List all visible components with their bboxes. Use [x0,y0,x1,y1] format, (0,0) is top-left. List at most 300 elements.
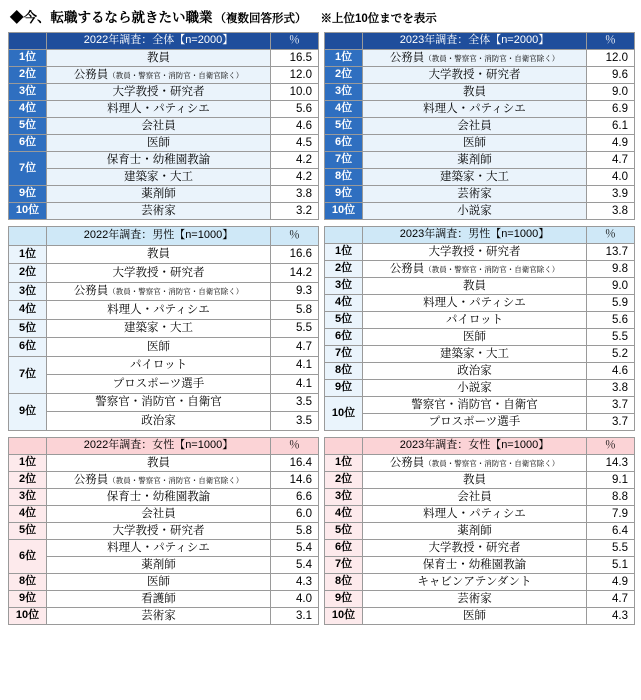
percent-cell: 12.0 [270,67,318,84]
percent-cell: 12.0 [586,50,634,67]
job-name-main: 教員 [462,85,486,98]
job-name-cell [47,557,271,574]
job-name-main: 芸術家 [457,187,492,200]
job-name-main: 公務員 [73,285,109,298]
job-name-cell [363,278,587,295]
percent-cell: 6.0 [270,506,318,523]
job-name-main: 大学教授・研究者 [112,266,205,279]
percent-cell: 4.3 [270,574,318,591]
table-row [9,540,319,557]
percent-cell: 6.4 [586,523,634,540]
table-row [9,67,319,84]
table-row [325,363,635,380]
job-name-main: 会社員 [141,119,176,132]
job-name-main: プロスポーツ選手 [428,415,521,428]
percent-cell: 3.8 [586,203,634,220]
job-name-main: 薬剤師 [141,558,176,571]
rank-cell: 1位 [9,455,47,472]
percent-cell: 3.2 [270,203,318,220]
header-rank-cell [9,438,47,455]
table-title: 2023年調査：女性【n=1000】 [363,438,587,455]
job-name-main: 建築家・大工 [439,170,509,183]
header-percent-cell: ％ [586,438,634,455]
job-name-cell [47,118,271,135]
job-name-cell [47,50,271,67]
percent-cell: 4.1 [270,375,318,394]
percent-cell: 4.6 [270,118,318,135]
job-name-cell [47,301,271,320]
table-row [9,356,319,375]
headline-subtitle: （複数回答形式） [214,13,307,25]
header-rank-cell [9,33,47,50]
job-name-main: 医師 [462,609,486,622]
rank-cell: 3位 [9,489,47,506]
table-row [9,472,319,489]
job-name-main: 保育士・幼稚園教諭 [106,153,211,166]
rank-cell: 7位 [325,346,363,363]
job-name-cell [363,506,587,523]
header-percent-cell: ％ [586,33,634,50]
percent-cell: 4.0 [270,591,318,608]
job-name-main: 会社員 [457,119,492,132]
table-title: 2023年調査：全体【n=2000】 [363,33,587,50]
job-name-main: 芸術家 [141,609,176,622]
job-name-cell [363,261,587,278]
percent-cell: 3.5 [270,412,318,431]
job-name-cell [47,135,271,152]
table-header-row [325,227,635,244]
table-title: 2022年調査：全体【n=2000】 [47,33,271,50]
rank-cell: 7位 [9,356,47,393]
job-name-main: 薬剤師 [457,524,492,537]
table-row [325,523,635,540]
table-row [325,489,635,506]
job-name-cell [47,523,271,540]
percent-cell: 16.4 [270,455,318,472]
table-row [9,203,319,220]
table-title: 2023年調査：男性【n=1000】 [363,227,587,244]
job-name-main: パイロット [129,359,188,372]
job-name-main: 会社員 [141,507,176,520]
job-name-cell [47,282,271,301]
job-name-main: 教員 [462,279,486,292]
job-name-main: 医師 [146,575,170,588]
job-name-cell [363,101,587,118]
job-name-main: 政治家 [141,414,176,427]
rank-cell: 5位 [325,118,363,135]
table-row [325,135,635,152]
rank-cell: 5位 [325,523,363,540]
percent-cell: 6.6 [270,489,318,506]
percent-cell: 16.5 [270,50,318,67]
job-name-cell [47,169,271,186]
percent-cell: 4.9 [586,574,634,591]
table-row [9,412,319,431]
job-name-cell [363,608,587,625]
job-name-cell [363,472,587,489]
job-name-main: 医師 [146,136,170,149]
percent-cell: 3.1 [270,608,318,625]
percent-cell: 9.6 [586,67,634,84]
table-row [9,574,319,591]
percent-cell: 4.7 [586,152,634,169]
rank-cell: 2位 [9,472,47,489]
percent-cell: 9.3 [270,282,318,301]
table-row [325,380,635,397]
job-name-cell [47,245,271,264]
table-row [325,540,635,557]
job-name-main: 公務員 [73,473,109,486]
percent-cell: 14.3 [586,455,634,472]
job-name-cell [363,295,587,312]
percent-cell: 9.1 [586,472,634,489]
percent-cell: 4.1 [270,356,318,375]
job-name-cell [363,152,587,169]
rank-cell: 4位 [9,301,47,320]
job-name-main: 看護師 [141,592,176,605]
job-name-cell [363,574,587,591]
table-header-row [325,438,635,455]
ranking-table-2023-female [324,437,635,625]
job-name-cell [363,67,587,84]
rank-cell: 9位 [325,380,363,397]
table-row [325,574,635,591]
job-name-main: 保育士・幼稚園教諭 [422,558,527,571]
job-name-cell [363,455,587,472]
job-name-main: 料理人・パティシエ [423,296,526,309]
job-name-cell [363,380,587,397]
job-name-cell [47,455,271,472]
rank-cell: 10位 [325,397,363,431]
percent-cell: 14.6 [270,472,318,489]
rank-cell: 3位 [9,282,47,301]
job-name-main: 教員 [146,456,170,469]
table-row [325,329,635,346]
job-name-cell [363,312,587,329]
headline-note: ※上位10位までを表示 [320,13,437,25]
percent-cell: 4.2 [270,169,318,186]
job-name-main: 薬剤師 [457,153,492,166]
rank-cell: 4位 [325,506,363,523]
percent-cell: 4.7 [586,591,634,608]
rank-cell: 3位 [9,84,47,101]
job-name-main: 建築家・大工 [439,347,509,360]
rank-cell: 2位 [9,67,47,84]
percent-cell: 3.8 [586,380,634,397]
job-name-cell [47,489,271,506]
percent-cell: 4.0 [586,169,634,186]
job-name-main: キャビンアテンダント [417,575,532,588]
percent-cell: 5.5 [270,319,318,338]
rank-cell: 9位 [325,186,363,203]
table-row [9,84,319,101]
percent-cell: 9.0 [586,278,634,295]
job-name-cell [363,135,587,152]
rank-cell: 1位 [9,245,47,264]
percent-cell: 5.4 [270,540,318,557]
job-name-main: プロスポーツ選手 [112,377,205,390]
job-name-main: 芸術家 [457,592,492,605]
job-name-main: 芸術家 [141,204,176,217]
table-row [9,101,319,118]
job-name-cell [47,186,271,203]
rank-cell: 9位 [9,393,47,430]
table-row [9,282,319,301]
table-row [9,186,319,203]
job-name-main: 建築家・大工 [123,322,193,335]
job-name-main: 大学教授・研究者 [112,85,205,98]
job-name-cell [363,489,587,506]
job-name-cell [47,356,271,375]
rank-cell: 6位 [9,135,47,152]
rank-cell: 8位 [325,169,363,186]
percent-cell: 8.8 [586,489,634,506]
rank-cell: 6位 [325,329,363,346]
job-name-main: 料理人・パティシエ [107,303,210,316]
job-name-main: 医師 [146,340,170,353]
job-name-main: 会社員 [457,490,492,503]
job-name-cell [363,186,587,203]
job-name-cell [47,203,271,220]
job-name-cell [47,375,271,394]
job-name-main: 料理人・パティシエ [423,102,526,115]
job-name-main: 教員 [462,473,486,486]
percent-cell: 7.9 [586,506,634,523]
table-row [325,608,635,625]
job-name-main: 医師 [462,136,486,149]
job-name-main: 教員 [146,248,170,261]
job-name-main: 警察官・消防官・自衛官 [95,396,222,409]
rank-cell: 4位 [9,101,47,118]
table-header-row [9,438,319,455]
rank-cell: 4位 [9,506,47,523]
table-row [325,67,635,84]
table-title: 2022年調査：男性【n=1000】 [47,227,271,246]
table-row [325,50,635,67]
table-row [9,319,319,338]
percent-cell: 13.7 [586,244,634,261]
job-name-cell [363,346,587,363]
rank-cell: 8位 [325,574,363,591]
job-name-main: 公務員 [389,51,425,64]
job-name-note: （教員・警察官・消防官・自衛官除く） [424,264,560,274]
table-row [9,591,319,608]
rank-cell: 6位 [325,540,363,557]
rank-cell: 3位 [325,278,363,295]
job-name-cell [47,319,271,338]
job-name-cell [47,608,271,625]
rank-cell: 1位 [325,455,363,472]
job-name-cell [47,338,271,357]
job-name-cell [363,50,587,67]
percent-cell: 3.7 [586,397,634,414]
job-name-main: 大学教授・研究者 [428,68,521,81]
job-name-cell [363,203,587,220]
rank-cell: 10位 [9,608,47,625]
table-row [325,152,635,169]
table-row [9,245,319,264]
header-percent-cell: ％ [270,227,318,246]
rank-cell: 1位 [325,50,363,67]
table-row [325,312,635,329]
job-name-main: 公務員 [73,68,109,81]
job-name-cell [47,67,271,84]
job-name-cell [363,363,587,380]
rank-cell: 2位 [325,67,363,84]
job-name-cell [47,591,271,608]
percent-cell: 5.4 [270,557,318,574]
job-name-main: 料理人・パティシエ [423,507,526,520]
job-name-main: 小説家 [457,204,492,217]
ranking-table-2022-all [8,32,319,220]
job-name-main: 大学教授・研究者 [428,245,521,258]
table-row [9,264,319,283]
rank-cell: 9位 [9,591,47,608]
table-row [9,455,319,472]
job-name-cell [363,414,587,431]
percent-cell: 16.6 [270,245,318,264]
job-name-cell [47,84,271,101]
table-row [325,101,635,118]
ranking-table-2022-male [8,226,319,431]
rank-cell: 4位 [325,295,363,312]
job-name-main: 警察官・消防官・自衛官 [411,398,538,411]
rank-cell: 6位 [9,540,47,574]
job-name-main: 保育士・幼稚園教諭 [106,490,211,503]
tables-grid [8,32,633,625]
table-header-row [9,227,319,246]
table-row [325,278,635,295]
table-row [325,591,635,608]
rank-cell: 4位 [325,101,363,118]
rank-cell: 6位 [325,135,363,152]
ranking-table-2023-all [324,32,635,220]
table-row [9,135,319,152]
job-name-main: 建築家・大工 [123,170,193,183]
job-name-cell [363,397,587,414]
job-name-cell [47,574,271,591]
job-name-note: （教員・警察官・消防官・自衛官除く） [424,53,560,63]
table-row [9,489,319,506]
ranking-table-2022-female [8,437,319,625]
rank-cell: 3位 [325,489,363,506]
job-name-main: 医師 [462,330,486,343]
table-row [325,506,635,523]
percent-cell: 5.5 [586,329,634,346]
table-row [325,203,635,220]
percent-cell: 5.8 [270,523,318,540]
job-name-cell [363,84,587,101]
table-row [325,557,635,574]
rank-cell: 3位 [325,84,363,101]
table-row [325,414,635,431]
rank-cell: 8位 [325,363,363,380]
job-name-cell [363,557,587,574]
percent-cell: 9.0 [586,84,634,101]
rank-cell: 9位 [325,591,363,608]
rank-cell: 6位 [9,338,47,357]
percent-cell: 4.6 [586,363,634,380]
table-row [9,393,319,412]
percent-cell: 9.8 [586,261,634,278]
page-title [10,6,633,26]
rank-cell: 5位 [9,319,47,338]
table-row [325,346,635,363]
table-row [325,84,635,101]
header-percent-cell: ％ [586,227,634,244]
table-row [9,169,319,186]
percent-cell: 5.6 [586,312,634,329]
table-row [325,169,635,186]
table-row [9,506,319,523]
rank-cell: 9位 [9,186,47,203]
percent-cell: 4.3 [586,608,634,625]
job-name-cell [47,101,271,118]
table-header-row [9,33,319,50]
table-row [9,50,319,67]
rank-cell: 10位 [325,203,363,220]
table-header-row [325,33,635,50]
table-row [9,118,319,135]
percent-cell: 5.6 [270,101,318,118]
job-name-main: 公務員 [389,456,425,469]
table-row [9,375,319,394]
table-row [325,118,635,135]
job-name-main: 料理人・パティシエ [107,102,210,115]
table-row [9,338,319,357]
rank-cell: 2位 [325,261,363,278]
rank-cell: 5位 [9,523,47,540]
rank-cell: 7位 [325,557,363,574]
headline-title: ◆今、転職するなら就きたい職業 [10,10,213,25]
job-name-cell [47,506,271,523]
job-name-cell [47,393,271,412]
job-name-note: （教員・警察官・消防官・自衛官除く） [424,458,560,468]
job-name-main: 大学教授・研究者 [428,541,521,554]
rank-cell: 10位 [325,608,363,625]
table-row [9,608,319,625]
job-name-cell [47,412,271,431]
table-title: 2022年調査：女性【n=1000】 [47,438,271,455]
job-name-cell [47,264,271,283]
table-row [9,301,319,320]
header-rank-cell [325,227,363,244]
percent-cell: 3.7 [586,414,634,431]
rank-cell: 5位 [9,118,47,135]
table-row [9,523,319,540]
header-rank-cell [9,227,47,246]
job-name-cell [363,244,587,261]
percent-cell: 4.2 [270,152,318,169]
job-name-main: 小説家 [457,381,492,394]
job-name-cell [47,472,271,489]
percent-cell: 4.9 [586,135,634,152]
job-name-note: （教員・警察官・消防官・自衛官除く） [108,70,244,80]
job-name-cell [363,523,587,540]
percent-cell: 5.5 [586,540,634,557]
table-row [325,295,635,312]
table-row [325,244,635,261]
table-row [325,472,635,489]
percent-cell: 3.8 [270,186,318,203]
job-name-note: （教員・警察官・消防官・自衛官除く） [108,287,244,297]
rank-cell: 2位 [325,472,363,489]
rank-cell: 7位 [325,152,363,169]
percent-cell: 6.1 [586,118,634,135]
job-name-cell [363,591,587,608]
percent-cell: 3.5 [270,393,318,412]
table-row [325,261,635,278]
